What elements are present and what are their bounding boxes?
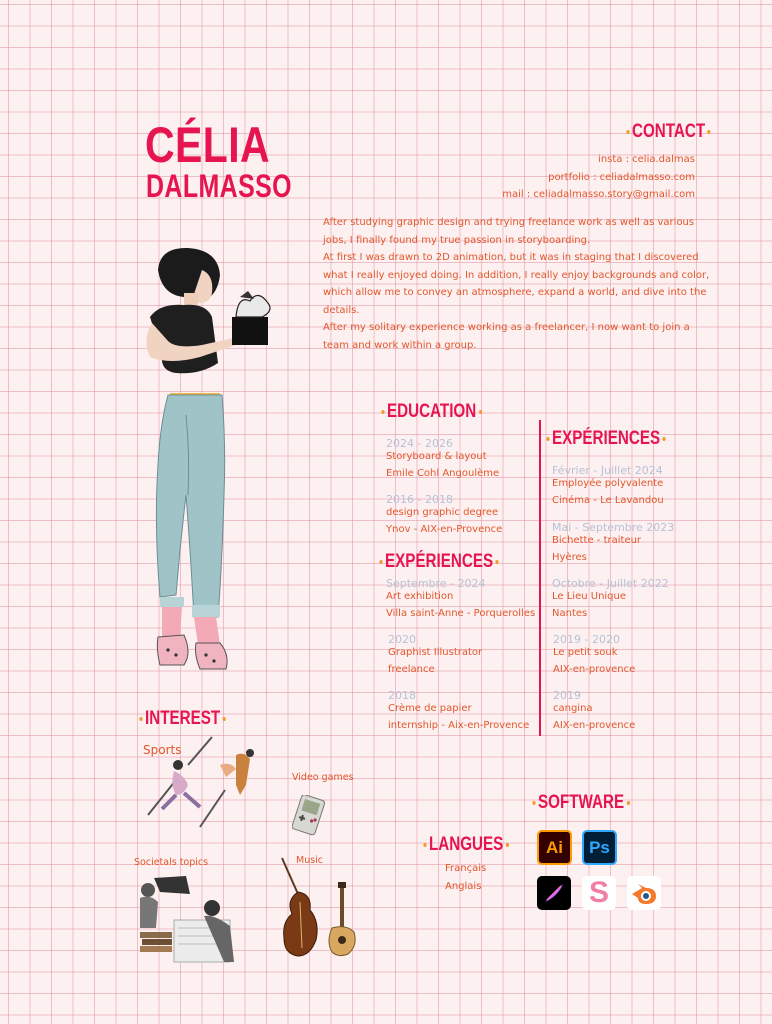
experience-right-item xyxy=(553,690,635,734)
langue-item: Français xyxy=(445,863,487,874)
interest-title: INTEREST xyxy=(145,708,221,729)
protest-illustration xyxy=(134,870,246,966)
entry-line2: Ynov - AIX-en-Provence xyxy=(386,524,503,535)
instruments-illustration xyxy=(276,856,360,960)
experiences-left-heading xyxy=(377,551,501,573)
column-divider xyxy=(539,420,541,736)
contact-heading xyxy=(624,121,713,143)
contact-insta: insta : celia.dalmas xyxy=(598,154,695,165)
entry-line2: Villa saint-Anne - Porquerolles xyxy=(386,608,536,619)
entry-line1: Le Lieu Unique xyxy=(552,591,627,602)
about-line: At first I was drawn to 2D animation, but it was in staging that I discovered xyxy=(323,252,699,263)
entry-date: 2019 - 2020 xyxy=(553,633,620,646)
entry-line2: AIX-en-provence xyxy=(553,664,636,675)
entry-line1: Bichette - traiteur xyxy=(552,535,642,546)
about-line: After my solitary experience working as a freelancer, I now want to join a xyxy=(323,322,690,333)
portrait-illustration xyxy=(140,245,285,675)
entry-line2: freelance xyxy=(388,664,435,675)
last-name: DALMASSO xyxy=(146,168,292,204)
entry-line1: cangina xyxy=(553,703,593,714)
contact-portfolio: portfolio : celiadalmasso.com xyxy=(548,171,695,183)
about-line: After studying graphic design and trying freelance work as well as various xyxy=(323,217,695,228)
education-heading xyxy=(379,401,484,423)
entry-line2: Nantes xyxy=(552,608,588,619)
education-item xyxy=(386,494,502,538)
blender-icon xyxy=(627,876,661,910)
entry-line2: Cinéma - Le Lavandou xyxy=(552,495,664,506)
experience-right-item xyxy=(552,578,669,622)
about-line: jobs, I finally found my true passion in storyboarding. xyxy=(323,234,591,246)
entry-date: Octobre - Juillet 2022 xyxy=(552,577,669,590)
entry-date: 2018 xyxy=(388,689,416,702)
entry-line1: Le petit souk xyxy=(553,647,618,658)
langues-list xyxy=(445,860,486,895)
storyboarder-icon: S xyxy=(582,876,616,910)
interest-heading xyxy=(137,708,228,730)
interest-societal-label: Societals topics xyxy=(134,857,209,868)
first-name: CÉLIA xyxy=(145,117,271,173)
entry-date: 2019 xyxy=(553,689,581,702)
entry-line2: Emile Cohl Angoulème xyxy=(386,468,500,479)
about-text xyxy=(323,214,709,354)
interest-sports-label: Sports xyxy=(143,743,182,757)
entry-line1: Art exhibition xyxy=(386,591,454,602)
entry-line1: Employée polyvalente xyxy=(552,478,664,489)
interest-music-label: Music xyxy=(296,855,324,866)
about-line: details. xyxy=(323,304,360,316)
entry-date: 2024 - 2026 xyxy=(386,437,453,450)
about-line: which allow me to convey an atmosphere, expand a world, and dive into the xyxy=(323,287,707,298)
about-line: what I really enjoyed doing. In addition, I really enjoy backgrounds and color, xyxy=(323,269,710,281)
about-line: team and work within a group. xyxy=(323,339,477,351)
contact-title: CONTACT xyxy=(632,121,706,142)
entry-line2: AIX-en-provence xyxy=(553,720,636,731)
entry-line1: design graphic degree xyxy=(386,507,499,518)
experience-right-item xyxy=(552,465,664,509)
entry-line1: Storyboard & layout xyxy=(386,451,487,462)
entry-date: 2016 - 2018 xyxy=(386,493,453,506)
illustrator-icon: Ai xyxy=(537,830,572,865)
experience-right-item xyxy=(553,634,635,678)
langues-heading xyxy=(421,834,511,856)
procreate-icon xyxy=(537,876,571,910)
photoshop-icon: Ps xyxy=(582,830,617,865)
interest-video-games-label: Video games xyxy=(292,772,354,783)
experiences-right-title: EXPÉRIENCES xyxy=(552,428,661,449)
entry-date: 2020 xyxy=(388,633,416,646)
entry-line1: Graphist Illustrator xyxy=(388,647,483,658)
entry-date: Septembre - 2024 xyxy=(386,577,486,590)
experience-left-item xyxy=(386,578,535,622)
entry-line1: Crème de papier xyxy=(388,703,472,714)
education-item xyxy=(386,438,499,482)
software-title: SOFTWARE xyxy=(538,792,625,813)
experience-right-item xyxy=(552,522,674,566)
experiences-right-heading xyxy=(544,428,668,450)
langue-item: Anglais xyxy=(445,880,482,892)
entry-line2: Hyères xyxy=(552,552,587,563)
experiences-left-title: EXPÉRIENCES xyxy=(385,551,494,572)
experience-left-item xyxy=(388,634,482,678)
entry-line2: internship - Aix-en-Provence xyxy=(388,720,530,731)
contact-mail: mail : celiadalmasso.story@gmail.com xyxy=(502,189,695,200)
langues-title: LANGUES xyxy=(429,834,504,855)
skier-illustration xyxy=(140,735,265,830)
entry-date: Février - Juillet 2024 xyxy=(552,464,663,477)
software-heading xyxy=(530,792,632,814)
education-title: EDUCATION xyxy=(387,401,477,422)
game-console-illustration xyxy=(292,795,326,837)
contact-block xyxy=(502,151,695,204)
experience-left-item xyxy=(388,690,529,734)
entry-date: Mai - Septembre 2023 xyxy=(552,521,675,534)
